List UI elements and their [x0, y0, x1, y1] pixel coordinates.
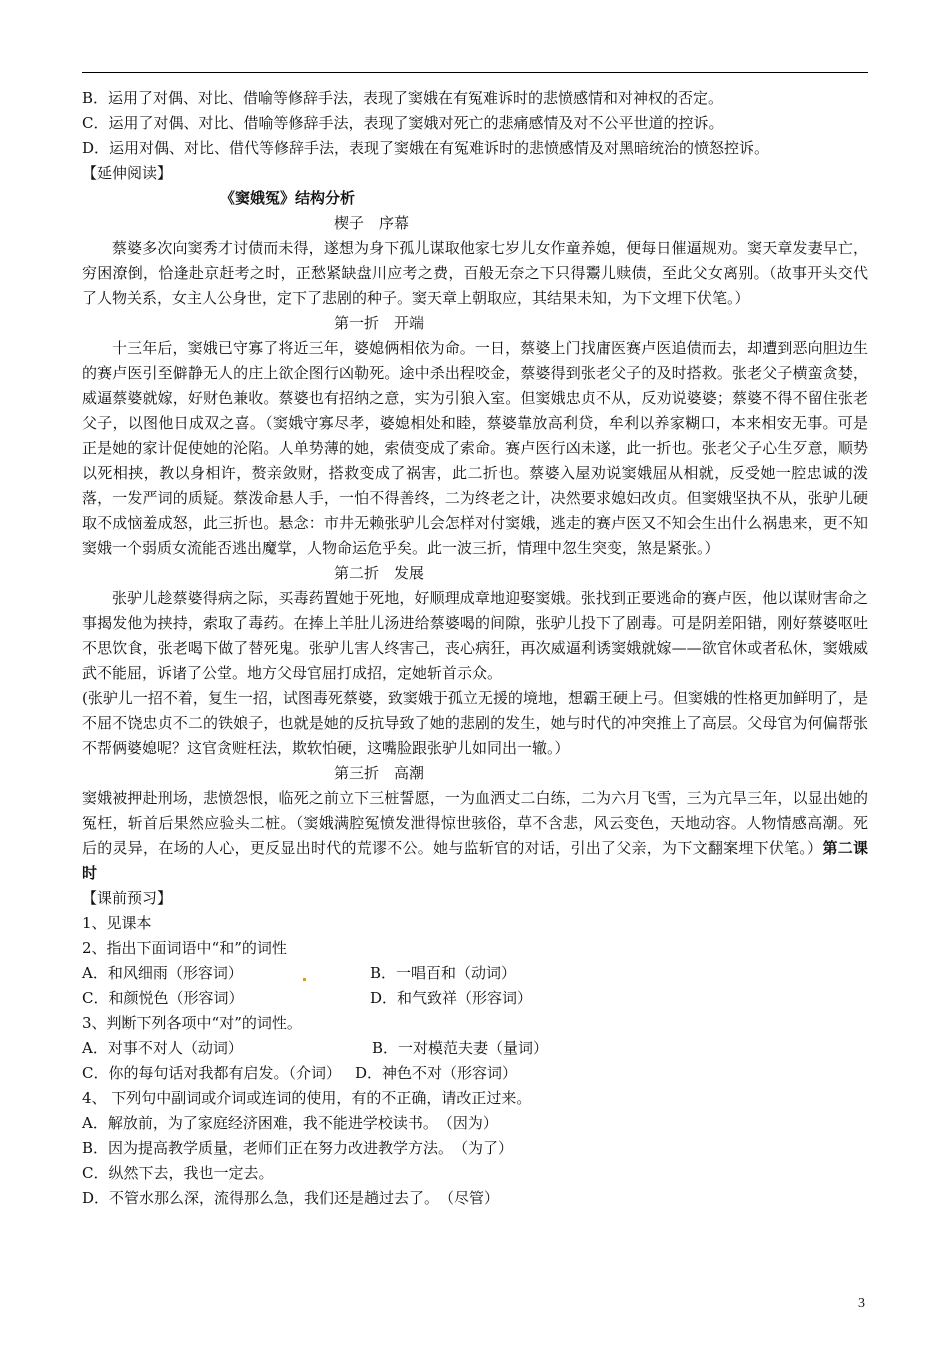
section-heading-act2: 第二折 发展	[334, 564, 425, 582]
page-number: 3	[858, 1296, 865, 1311]
section-note-act2: (张驴儿一招不着，复生一招，试图毒死蔡婆，致窦娥于孤立无援的境地，想霸王硬上弓。但窦娥的性格更加鲜明了，是不屈不饶忠贞不二的铁娘子，也就是她的反抗导致了她的悲剧的发生，她与时代的冲突推上了高层。父母官为何偏帮张不帮俩婆媳呢？这官贪赃枉法，欺软怕硬，这嘴脸跟张驴儿如同出一辙。）	[82, 689, 868, 757]
question-2-option-c: C．和颜悦色（形容词）	[82, 989, 244, 1007]
question-3-option-d: D．神色不对（形容词）	[354, 1064, 518, 1082]
option-c: C．运用了对偶、对比、借喻等修辞手法，表现了窦娥对死亡的悲痛感情及对不公平世道的控诉。	[82, 114, 724, 132]
lesson-two-heading: 第二课时	[82, 839, 868, 882]
question-2-row-2	[82, 986, 868, 1011]
question-4-stem: 4、 下列句中副词或介词或连词的使用，有的不正确，请改正过来。	[82, 1089, 532, 1107]
question-4-option-d: D．不管水那么深，流得那么急，我们还是趟过去了。 （尽管）	[82, 1189, 500, 1207]
question-2-option-a: A．和风细雨（形容词）	[82, 964, 243, 982]
question-4-option-c: C．纵然下去，我也一定去。	[82, 1164, 274, 1182]
question-3-stem: 3、判断下列各项中“对”的词性。	[82, 1014, 302, 1032]
extended-reading-label: 【延伸阅读】	[82, 164, 173, 182]
question-3-row-2	[82, 1061, 868, 1086]
section-body-prologue: 蔡婆多次向窦秀才讨债而未得，遂想为身下孤儿谋取他家七岁儿女作童养媳，便每日催逼规劝。窦天章发妻早亡，穷困潦倒，恰逢赴京赶考之时，正愁紧缺盘川应考之费，百般无奈之下只得鬻儿赎债，至此父女离别。（故事开头交代了人物关系，女主人公身世，定下了悲剧的种子。窦天章上朝取应，其结果未知，为下文埋下伏笔。）	[82, 239, 868, 307]
question-2-stem: 2、指出下面词语中“和”的词性	[82, 939, 287, 957]
section-body-act3-wrapper	[82, 786, 868, 886]
section-body-act2: 张驴儿趁蔡婆得病之际，买毒药置她于死地，好顺理成章地迎娶窦娥。张找到正要逃命的赛卢医，他以谋财害命之事揭发他为挟持，索取了毒药。在捧上羊肚儿汤进给蔡婆喝的间隙，张驴儿投下了剧毒。可是阴差阳错，刚好蔡婆呕吐不思饮食，张老喝下做了替死鬼。张驴儿害人终害己，丧心病狂，再次威逼利诱窦娥就嫁——欲官休或者私休，窦娥威武不能屈，诉诸了公堂。地方父母官屈打成招，定她斩首示众。	[82, 589, 868, 682]
question-3-option-c: C．你的每句话对我都有启发。（介词）	[82, 1064, 341, 1082]
question-3-option-b: B．一对模范夫妻（量词）	[372, 1039, 549, 1057]
question-1: 1、见课本	[82, 914, 152, 932]
question-2-option-a-wrapper	[82, 961, 370, 986]
header-rule	[82, 72, 868, 73]
question-3-row-1	[82, 1036, 868, 1061]
preview-label: 【课前预习】	[82, 889, 173, 907]
question-4-option-b: B．因为提高教学质量，老师们正在努力改进教学方法。 （为了）	[82, 1139, 514, 1157]
section-body-act1: 十三年后，窦娥已守寡了将近三年，婆媳俩相依为命。一日，蔡婆上门找庸医赛卢医追债而去，却遭到恶向胆边生的赛卢医引至僻静无人的庄上欲企图行凶勒死。途中杀出程咬金，蔡婆得到张老父子的及时搭救。张老父子横蛮贪婪，威逼蔡婆就嫁，好财色兼收。蔡婆也有招纳之意，实为引狼入室。但窦娥忠贞不从，反劝说婆婆；蔡婆不得不留住张老父子，以图他日成双之喜。（窦娥守寡尽孝，婆媳相处和睦，蔡婆靠放高利贷，牟利以养家糊口，本来相安无事。可是正是她的家计促使她的沦陷。人单势薄的她，索债变成了索命。赛卢医行凶未遂，此一折也。张老父子心生歹意，顺势以死相挟，教以身相许，赘亲敛财，搭救变成了祸害，此二折也。蔡婆入屋劝说窦娥屈从相就，反受她一腔忠诚的泼落，一发严词的质疑。蔡泼命悬人手，一怕不得善终，二为终老之计，决然要求媳妇改贞。但窦娥坚执不从，张驴儿硬取不成恼羞成怒，此三折也。悬念：市井无赖张驴儿会怎样对付窦娥，逃走的赛卢医又不知会生出什么祸患来，更不知窦娥一个弱质女流能否逃出魔掌，人物命运危乎矣。此一波三折，情理中忽生突变，煞是紧张。）	[82, 339, 868, 557]
section-heading-act3: 第三折 高潮	[334, 764, 425, 782]
article-title: 《窦娥冤》结构分析	[220, 189, 356, 207]
question-2-row-1	[82, 961, 868, 986]
question-2-option-d: D．和气致祥（形容词）	[370, 989, 533, 1007]
question-2-option-b: B．一唱百和（动词）	[370, 964, 517, 982]
question-3-option-a: A．对事不对人（动词）	[82, 1039, 243, 1057]
section-heading-act1: 第一折 开端	[334, 314, 425, 332]
option-d: D．运用对偶、对比、借代等修辞手法，表现了窦娥在有冤难诉时的悲愤感情及对黑暗统治的愤怒控诉。	[82, 139, 770, 157]
option-b: B．运用了对偶、对比、借喻等修辞手法，表现了窦娥在有冤难诉时的悲愤感情和对神权的否定。	[82, 89, 724, 107]
stray-mark	[303, 978, 306, 981]
page-content	[82, 86, 868, 1211]
section-body-act3: 窦娥被押赴刑场，悲愤怨恨，临死之前立下三桩誓愿，一为血洒丈二白练，二为六月飞雪，三为亢旱三年，以显出她的冤枉，斩首后果然应验头二桩。（窦娥满腔冤愤发泄得惊世骇俗，草不含悲，风云变色，天地动容。人物情感高潮。死后的灵异，在场的人心，更反显出时代的荒谬不公。她与监斩官的对话，引出了父亲，为下文翻案埋下伏笔。）	[82, 789, 868, 857]
section-heading-prologue: 楔子 序幕	[334, 214, 410, 232]
question-4-option-a: A．解放前，为了家庭经济困难，我不能进学校读书。 （因为）	[82, 1114, 498, 1132]
